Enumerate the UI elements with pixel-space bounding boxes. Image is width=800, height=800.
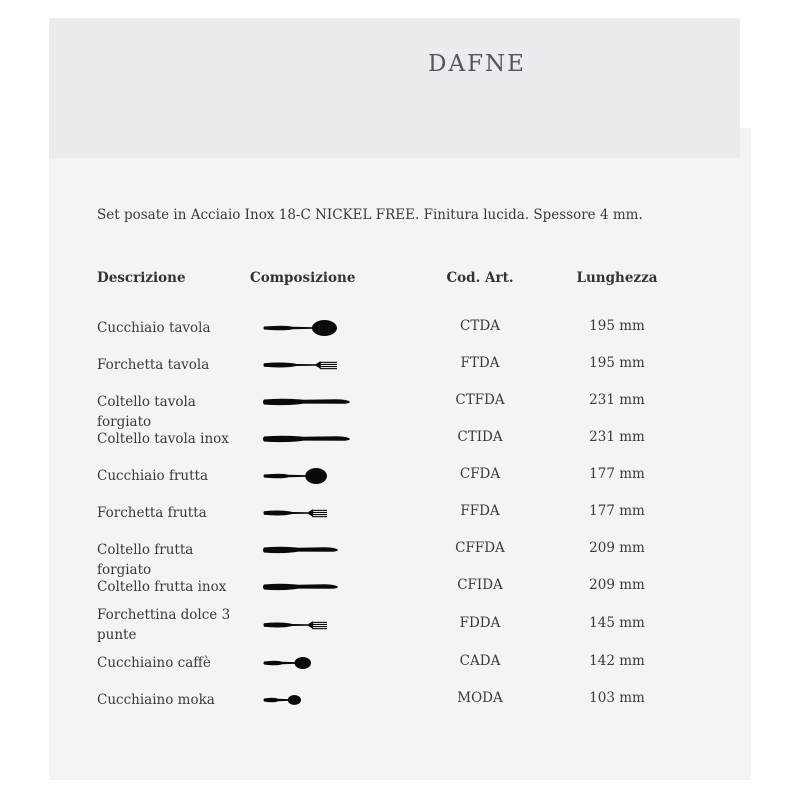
column-header-descrizione: Descrizione [97,270,186,286]
column-header-lunghezza: Lunghezza [576,270,658,286]
item-description: Coltello tavola inox [97,431,229,447]
item-length: 177 mm [589,466,645,482]
item-length: 209 mm [589,577,645,593]
spoon-icon [262,654,312,672]
column-header-codice: Cod. Art. [446,270,514,286]
item-description: Cucchiaio frutta [97,468,208,484]
item-code: CFFDA [455,540,505,556]
knife-icon [262,541,339,559]
fork-icon [262,356,338,374]
item-description: Forchettina dolce 3 punte [97,607,231,643]
item-description: Coltello tavola forgiato [97,394,196,430]
item-description: Cucchiaino moka [97,692,215,708]
page-title: DAFNE [428,51,526,77]
item-code: CFIDA [457,577,503,593]
item-length: 231 mm [589,429,645,445]
item-code: CADA [459,653,501,669]
knife-icon [262,393,351,411]
table-row [0,535,800,578]
spoon-icon [262,319,338,337]
table-row [0,498,800,528]
table-row [0,461,800,491]
item-code: FDDA [459,615,501,631]
knife-icon [262,578,339,596]
table-row [0,313,800,343]
product-description: Set posate in Acciaio Inox 18-C NICKEL FREE. Finitura lucida. Spessore 4 mm. [97,207,643,223]
table-row [0,350,800,380]
item-code: CFDA [459,466,501,482]
table-row [0,424,800,454]
item-code: FTDA [460,355,500,371]
knife-icon [262,430,351,448]
item-code: CTFDA [455,392,505,408]
item-description: Forchetta frutta [97,505,207,521]
item-code: CTDA [460,318,500,334]
header-banner [49,18,740,158]
item-description: Coltello frutta forgiato [97,542,194,578]
content-panel [49,128,751,780]
item-length: 103 mm [589,690,645,706]
table-row [0,648,800,678]
spoon-icon [262,691,302,709]
item-code: FFDA [460,503,500,519]
fork-icon [262,504,328,522]
item-code: CTIDA [457,429,503,445]
item-description: Coltello frutta inox [97,579,227,595]
item-length: 195 mm [589,355,645,371]
item-length: 209 mm [589,540,645,556]
table-row [0,387,800,430]
fork-icon [262,616,328,634]
item-length: 145 mm [589,615,645,631]
table-row [0,572,800,602]
item-length: 142 mm [589,653,645,669]
item-description: Cucchiaio tavola [97,320,211,336]
item-length: 231 mm [589,392,645,408]
item-length: 195 mm [589,318,645,334]
item-length: 177 mm [589,503,645,519]
table-row [0,607,800,643]
item-code: MODA [457,690,503,706]
item-description: Forchetta tavola [97,357,210,373]
item-description: Cucchiaino caffè [97,655,211,671]
spoon-icon [262,467,328,485]
column-header-composizione: Composizione [250,270,356,286]
table-row [0,685,800,715]
